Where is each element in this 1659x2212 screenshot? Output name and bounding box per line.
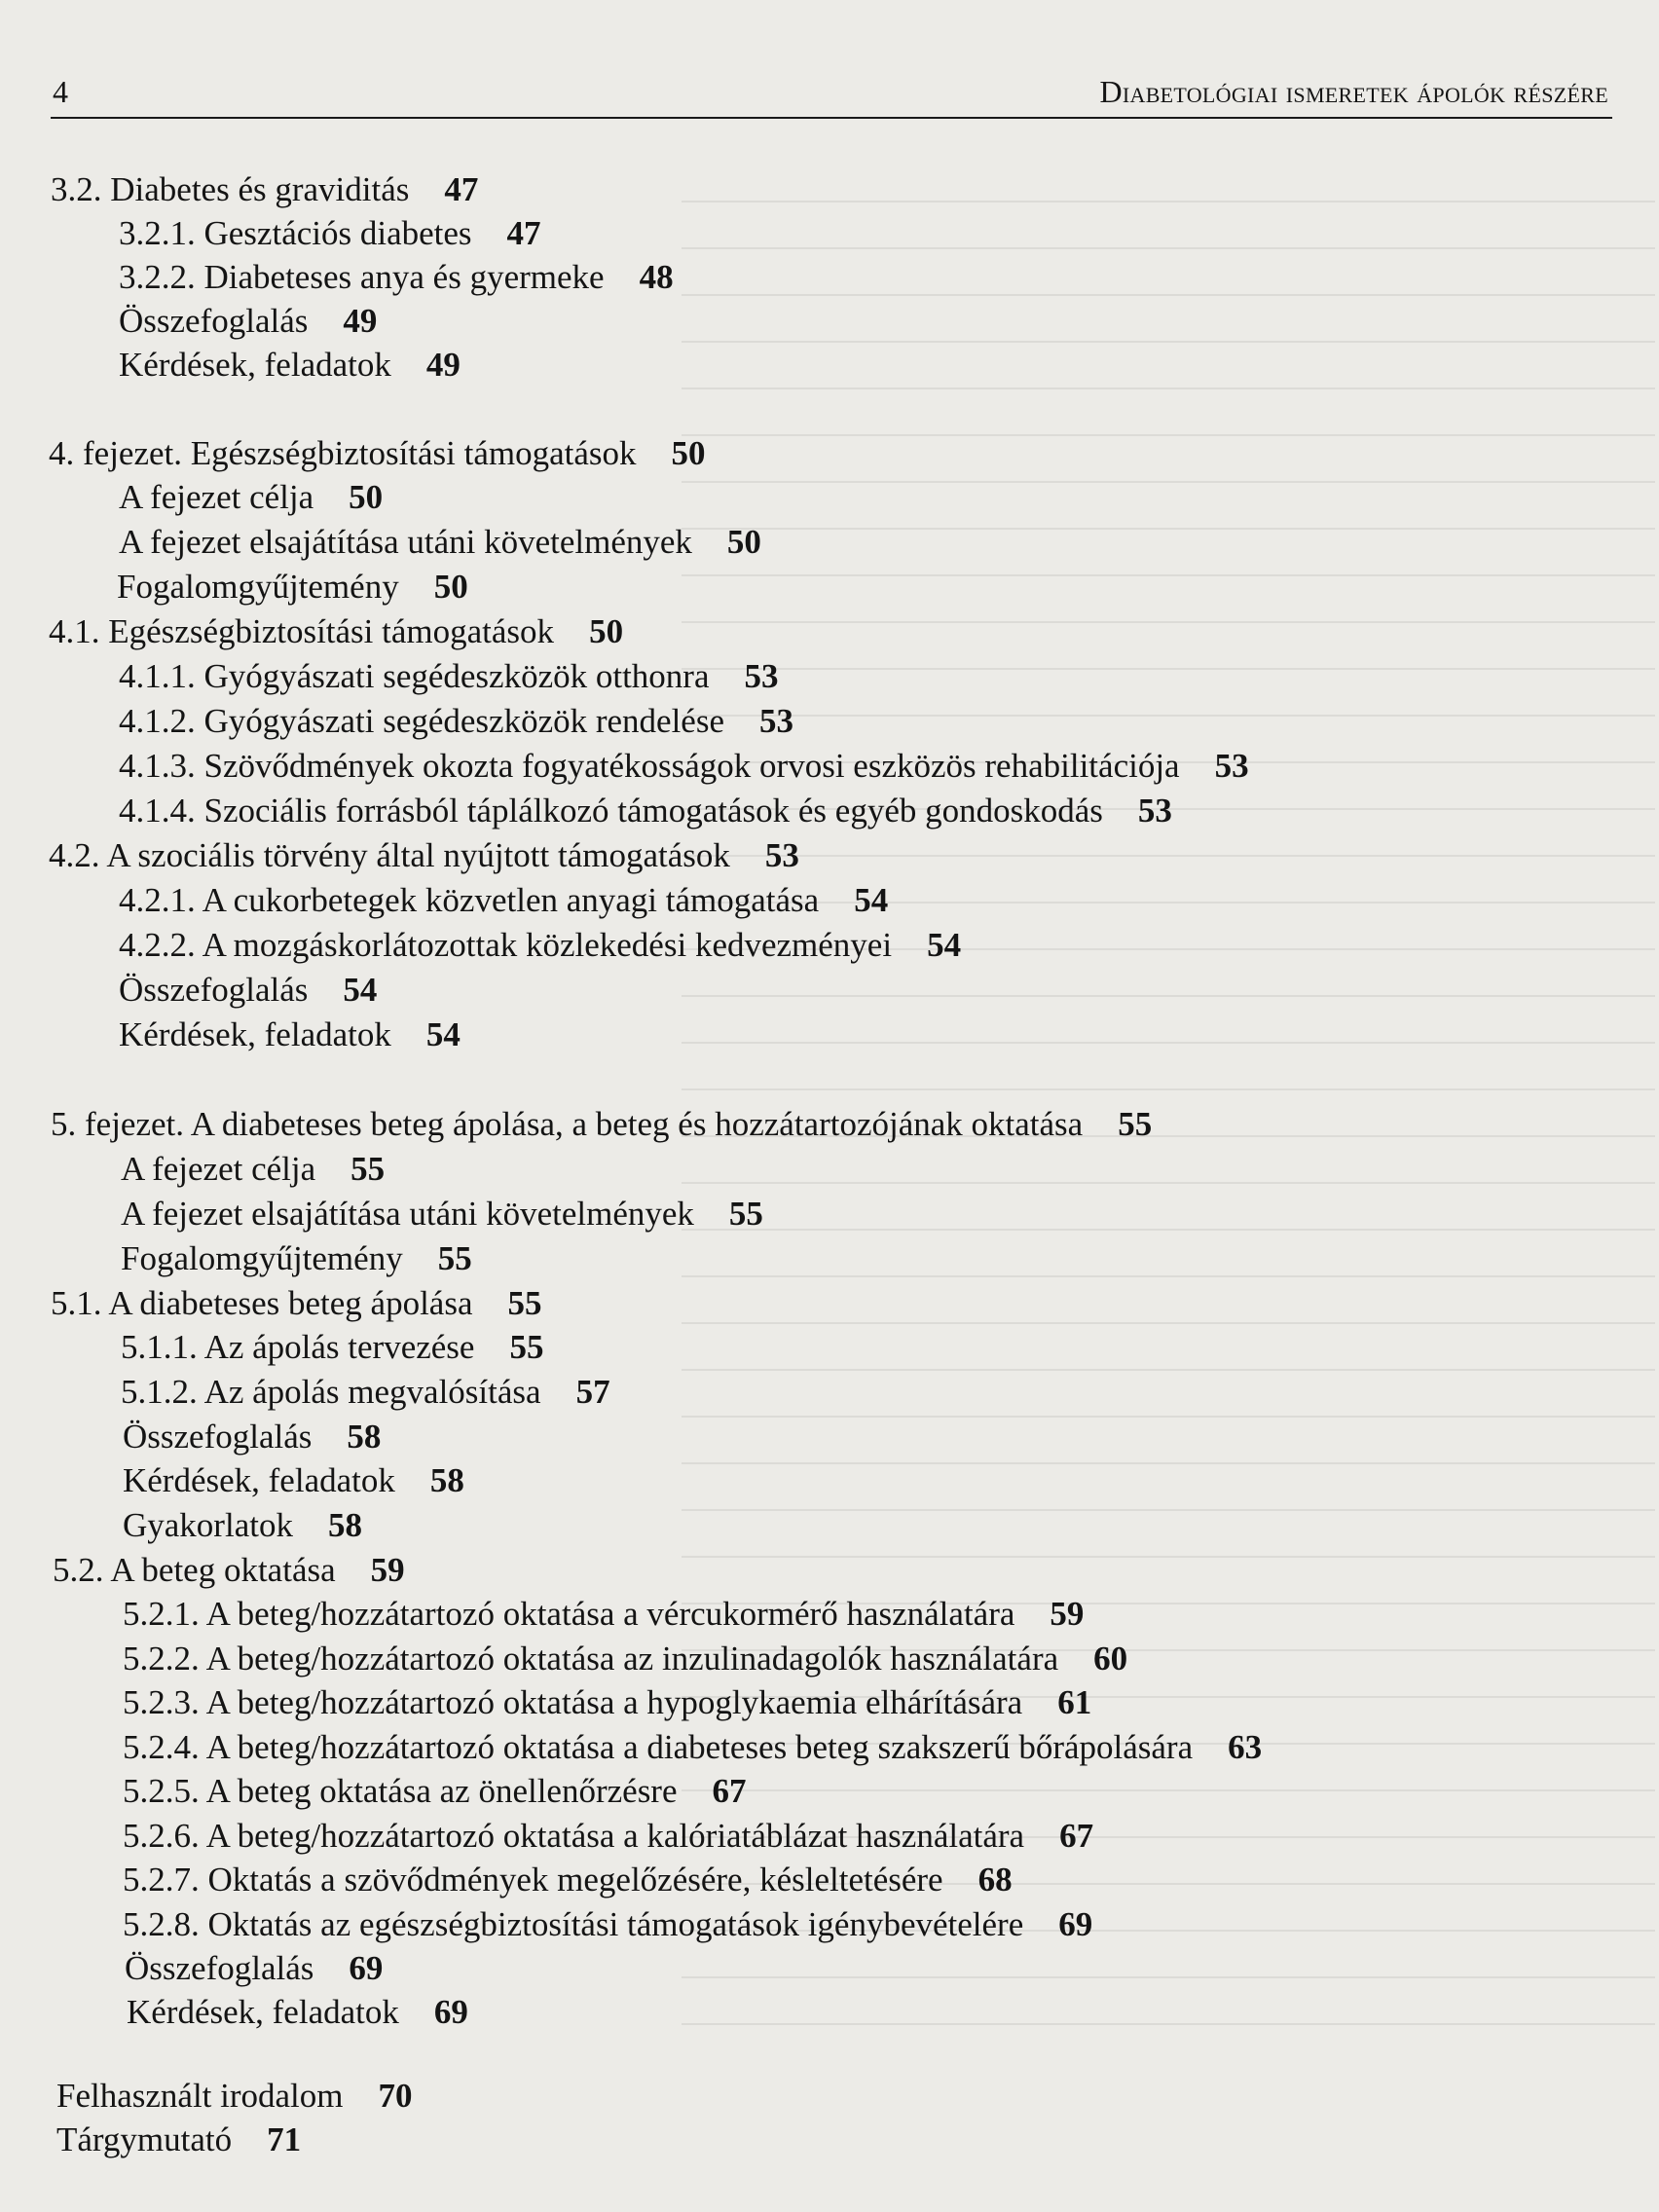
toc-entry — [49, 612, 623, 651]
entry-page: 59 — [1050, 1595, 1085, 1633]
entry-page: 53 — [1214, 747, 1249, 785]
entry-label: 4.2.1. A cukorbetegek közvetlen anyagi támogatása — [119, 881, 820, 919]
toc-entry — [51, 170, 478, 209]
entry-label: Összefoglalás — [125, 1949, 314, 1987]
toc-entry — [119, 971, 377, 1010]
entry-label: A fejezet célja — [119, 478, 314, 516]
entry-label: Tárgymutató — [56, 2120, 233, 2158]
toc-entry — [119, 258, 674, 297]
entry-page: 50 — [726, 523, 761, 561]
toc-entry — [117, 568, 468, 607]
toc-entry — [119, 792, 1172, 830]
entry-page: 61 — [1057, 1683, 1092, 1721]
toc-entry — [51, 1105, 1152, 1144]
entry-label: Felhasznált irodalom — [56, 2077, 344, 2115]
entry-label: Összefoglalás — [119, 971, 309, 1009]
toc-entry — [123, 1817, 1093, 1856]
toc-entry — [119, 702, 793, 741]
entry-page: 54 — [425, 1015, 461, 1053]
entry-page: 47 — [506, 214, 541, 252]
toc-entry — [123, 1772, 747, 1811]
toc-entry — [125, 1949, 383, 1988]
entry-label: Kérdések, feladatok — [119, 346, 391, 384]
toc-entry — [127, 1993, 468, 2032]
entry-label: 4. fejezet. Egészségbiztosítási támogatások — [49, 434, 637, 472]
entry-page: 50 — [589, 612, 624, 650]
entry-page: 69 — [349, 1949, 384, 1987]
entry-label: 4.2. A szociális törvény által nyújtott támogatások — [49, 836, 730, 874]
entry-label: A fejezet elsajátítása utáni követelmények — [119, 523, 692, 561]
entry-page: 69 — [433, 1993, 468, 2031]
entry-label: 4.1.1. Gyógyászati segédeszközök otthonra — [119, 657, 710, 695]
running-title: Diabetológiai ismeretek ápolók részére — [1099, 74, 1608, 109]
entry-label: 3.2.1. Gesztációs diabetes — [119, 214, 472, 252]
entry-label: A fejezet célja — [121, 1150, 316, 1188]
entry-label: 5. fejezet. A diabeteses beteg ápolása, a beteg és hozzátartozójának oktatása — [51, 1105, 1084, 1143]
toc-entry — [49, 836, 799, 875]
toc-entry — [53, 1551, 405, 1590]
toc-entry — [123, 1728, 1262, 1767]
entry-page: 60 — [1093, 1640, 1128, 1677]
entry-label: Kérdések, feladatok — [127, 1993, 399, 2031]
entry-label: 3.2.2. Diabeteses anya és gyermeke — [119, 258, 605, 296]
toc-entry — [119, 926, 961, 965]
toc-entry — [121, 1239, 472, 1278]
entry-label: A fejezet elsajátítása utáni követelmények — [121, 1195, 694, 1233]
entry-label: Fogalomgyűjtemény — [117, 568, 399, 606]
entry-page: 55 — [728, 1195, 763, 1233]
entry-label: 4.1.4. Szociális forrásból táplálkozó támogatások és egyéb gondoskodás — [119, 792, 1103, 830]
toc-entry — [123, 1861, 1013, 1899]
entry-label: 4.1. Egészségbiztosítási támogatások — [49, 612, 555, 650]
entry-page: 53 — [744, 657, 779, 695]
entry-label: 5.2.3. A beteg/hozzátartozó oktatása a hypoglykaemia elhárítására — [123, 1683, 1023, 1721]
entry-page: 55 — [509, 1328, 544, 1366]
entry-page: 67 — [1059, 1817, 1094, 1855]
toc-entry — [56, 2077, 413, 2116]
entry-label: 5.1. A diabeteses beteg ápolása — [51, 1284, 473, 1322]
entry-label: 5.2.6. A beteg/hozzátartozó oktatása a kalóriatáblázat használatára — [123, 1817, 1025, 1855]
entry-page: 54 — [854, 881, 889, 919]
toc-entry — [123, 1506, 362, 1545]
entry-page: 47 — [444, 170, 479, 208]
entry-page: 58 — [347, 1418, 382, 1456]
entry-label: Összefoglalás — [119, 302, 309, 340]
entry-page: 49 — [343, 302, 378, 340]
entry-page: 57 — [575, 1373, 610, 1411]
entry-page: 54 — [927, 926, 962, 964]
toc-entry — [119, 214, 541, 253]
watermark — [0, 2173, 584, 2212]
entry-page: 50 — [349, 478, 384, 516]
entry-label: Fogalomgyűjtemény — [121, 1239, 403, 1277]
entry-page: 53 — [764, 836, 799, 874]
entry-page: 50 — [433, 568, 468, 606]
entry-page: 63 — [1228, 1728, 1263, 1766]
toc-entry — [56, 2120, 301, 2159]
toc-entry — [119, 657, 779, 696]
entry-page: 59 — [370, 1551, 405, 1589]
toc-entry — [123, 1683, 1091, 1722]
toc-entry — [121, 1373, 610, 1412]
entry-label: 5.2.2. A beteg/hozzátartozó oktatása az inzulinadagolók használatára — [123, 1640, 1059, 1677]
entry-page: 54 — [343, 971, 378, 1009]
toc-entry — [123, 1905, 1092, 1944]
entry-page: 70 — [378, 2077, 413, 2115]
entry-page: 49 — [425, 346, 461, 384]
toc-entry — [119, 346, 461, 385]
running-header — [51, 70, 1612, 119]
entry-label: 5.1.2. Az ápolás megvalósítása — [121, 1373, 541, 1411]
toc-entry — [119, 302, 377, 341]
entry-label: Kérdések, feladatok — [123, 1461, 395, 1499]
toc-entry — [123, 1640, 1127, 1678]
entry-label: 5.2. A beteg oktatása — [53, 1551, 336, 1589]
entry-page: 53 — [1137, 792, 1172, 830]
entry-page: 68 — [977, 1861, 1013, 1899]
entry-label: 5.2.1. A beteg/hozzátartozó oktatása a vércukormérő használatára — [123, 1595, 1015, 1633]
toc-entry — [121, 1195, 763, 1234]
entry-label: 5.2.7. Oktatás a szövődmények megelőzésére, késleltetésére — [123, 1861, 943, 1899]
entry-page: 55 — [507, 1284, 542, 1322]
page-number: 4 — [53, 74, 68, 109]
toc-entry — [119, 747, 1249, 786]
toc-entry — [119, 1015, 461, 1054]
entry-label: Kérdések, feladatok — [119, 1015, 391, 1053]
toc-entry — [123, 1461, 464, 1500]
entry-label: 5.2.8. Oktatás az egészségbiztosítási támogatások igénybevételére — [123, 1905, 1024, 1943]
entry-label: 5.1.1. Az ápolás tervezése — [121, 1328, 475, 1366]
entry-label: 4.1.2. Gyógyászati segédeszközök rendelése — [119, 702, 725, 740]
entry-label: 5.2.4. A beteg/hozzátartozó oktatása a diabeteses beteg szakszerű bőrápolására — [123, 1728, 1194, 1766]
entry-page: 53 — [759, 702, 794, 740]
entry-page: 58 — [327, 1506, 362, 1544]
entry-page: 67 — [712, 1772, 747, 1810]
entry-page: 69 — [1058, 1905, 1093, 1943]
entry-label: 5.2.5. A beteg oktatása az önellenőrzésre — [123, 1772, 678, 1810]
entry-page: 55 — [1118, 1105, 1153, 1143]
toc-entry — [119, 881, 888, 920]
entry-page: 71 — [267, 2120, 302, 2158]
entry-label: 3.2. Diabetes és graviditás — [51, 170, 410, 208]
entry-label: Összefoglalás — [123, 1418, 313, 1456]
entry-page: 55 — [350, 1150, 386, 1188]
entry-page: 48 — [639, 258, 674, 296]
toc-entry — [123, 1418, 381, 1456]
entry-label: 4.2.2. A mozgáskorlátozottak közlekedési kedvezményei — [119, 926, 893, 964]
toc-entry — [121, 1328, 543, 1367]
entry-page: 50 — [671, 434, 706, 472]
entry-label: Gyakorlatok — [123, 1506, 293, 1544]
toc-entry — [49, 434, 706, 473]
entry-page: 58 — [429, 1461, 464, 1499]
entry-page: 55 — [437, 1239, 472, 1277]
toc-entry — [51, 1284, 541, 1323]
toc-entry — [123, 1595, 1084, 1634]
toc-entry — [121, 1150, 385, 1189]
toc-entry — [119, 478, 383, 517]
toc-entry — [119, 523, 761, 562]
entry-label: 4.1.3. Szövődmények okozta fogyatékosságok orvosi eszközös rehabilitációja — [119, 747, 1180, 785]
